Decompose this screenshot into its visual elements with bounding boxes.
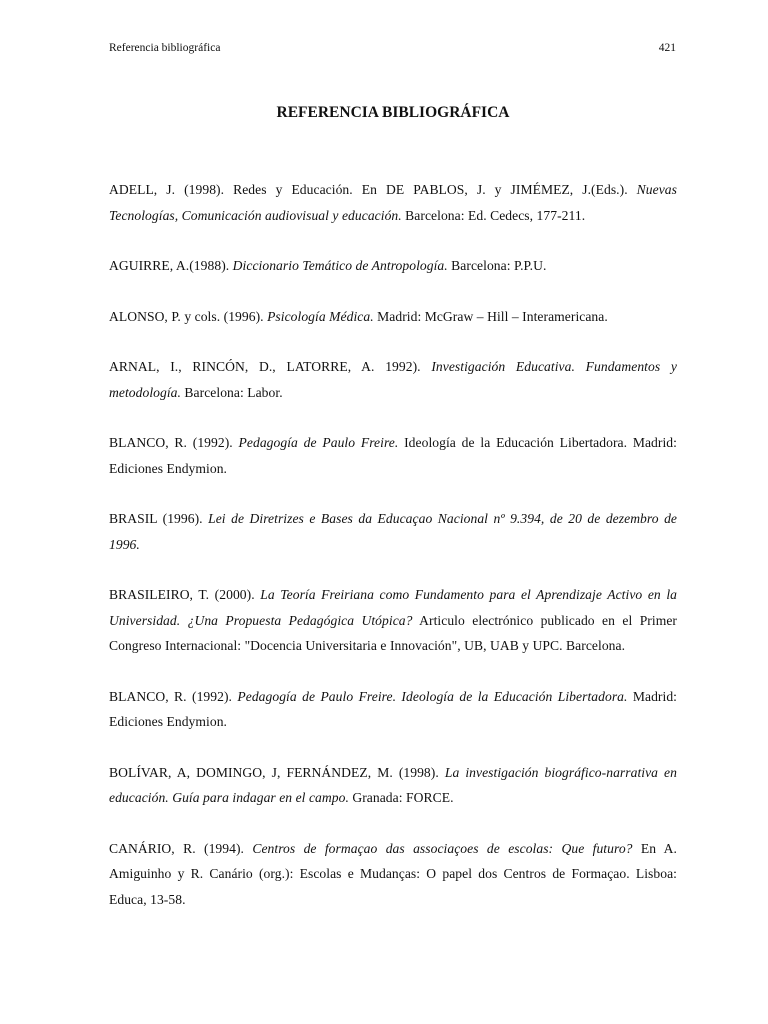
reference-text: Barcelona: Labor. xyxy=(180,384,283,400)
reference-entry xyxy=(109,253,677,279)
reference-entry xyxy=(109,354,677,405)
reference-text: Madrid: Ediciones Endymion. xyxy=(109,688,678,729)
reference-text: Ideología de la Educación Libertadora. Madrid: Ediciones Endymion. xyxy=(109,435,677,476)
reference-title-italic: Pedagogía de Paulo Freire. Ideología de la Educación Libertadora. xyxy=(237,688,628,704)
reference-entry xyxy=(109,506,677,557)
reference-entry xyxy=(109,760,677,811)
reference-title-italic: Investigación Educativa. Fundamentos y metodología. xyxy=(109,359,677,400)
reference-text: Granada: FORCE. xyxy=(348,790,454,805)
reference-text: AGUIRRE, A.(1988). xyxy=(109,258,233,273)
reference-list xyxy=(109,177,677,937)
reference-text: BOLÍVAR, A, DOMINGO, J, FERNÁNDEZ, M. (1998). xyxy=(109,764,445,780)
page-number: 421 xyxy=(658,42,676,54)
reference-title-italic: Centros de formaçao das associaçoes de escolas: Que futuro? xyxy=(252,840,633,856)
reference-title-italic: Diccionario Temático de Antropología. xyxy=(232,258,448,273)
reference-text: ALONSO, P. y cols. (1996). xyxy=(109,308,268,324)
reference-text: Madrid: McGraw – Hill – Interamericana. xyxy=(373,308,608,324)
reference-title-italic: La investigación biográfico-narrativa en educación. Guía para indagar en el campo. xyxy=(109,764,677,805)
reference-text: BLANCO, R. (1992). xyxy=(109,688,238,704)
reference-title-italic: La Teoría Freiriana como Fundamento para el Aprendizaje Activo en la Universidad. ¿Una Propuesta Pedagógica Utópica? xyxy=(109,587,678,628)
reference-title-italic: Nuevas Tecnologías, Comunicación audiovisual y educación. xyxy=(109,182,677,223)
running-header xyxy=(109,42,676,54)
running-title: Referencia bibliográfica xyxy=(109,42,221,54)
reference-text: BRASILEIRO, T. (2000). xyxy=(109,587,261,602)
reference-entry xyxy=(109,430,677,481)
reference-text: Articulo electrónico publicado en el Primer Congreso Internacional: "Docencia Universitaria e Innovación", UB, UAB y UPC. Barcelona. xyxy=(109,612,677,653)
reference-title-italic: Pedagogía de Paulo Freire. xyxy=(238,435,399,450)
reference-entry xyxy=(109,582,677,659)
reference-title-italic: Lei de Diretrizes e Bases da Educaçao Nacional nº 9.394, de 20 de dezembro de 1996. xyxy=(109,511,677,552)
reference-title-italic: Psicología Médica. xyxy=(267,308,374,324)
reference-entry xyxy=(109,304,677,330)
reference-entry xyxy=(109,177,677,228)
reference-text: ARNAL, I., RINCÓN, D., LATORRE, A. 1992). xyxy=(109,359,432,374)
reference-text: CANÁRIO, R. (1994). xyxy=(109,840,253,856)
reference-text: BLANCO, R. (1992). xyxy=(109,435,239,450)
page-title: REFERENCIA BIBLIOGRÁFICA xyxy=(276,104,510,121)
reference-entry xyxy=(109,684,677,735)
reference-text: Barcelona: Ed. Cedecs, 177-211. xyxy=(401,207,586,223)
reference-text: BRASIL (1996). xyxy=(109,511,209,526)
reference-text: ADELL, J. (1998). Redes y Educación. En DE PABLOS, J. y JIMÉMEZ, J.(Eds.). xyxy=(109,182,637,197)
reference-text: Barcelona: P.P.U. xyxy=(447,258,547,273)
reference-text: En A. Amiguinho y R. Canário (org.): Escolas e Mudanças: O papel dos Centros de Formaçao. Lisboa: Educa, 13-58. xyxy=(109,840,677,907)
reference-entry xyxy=(109,836,677,913)
